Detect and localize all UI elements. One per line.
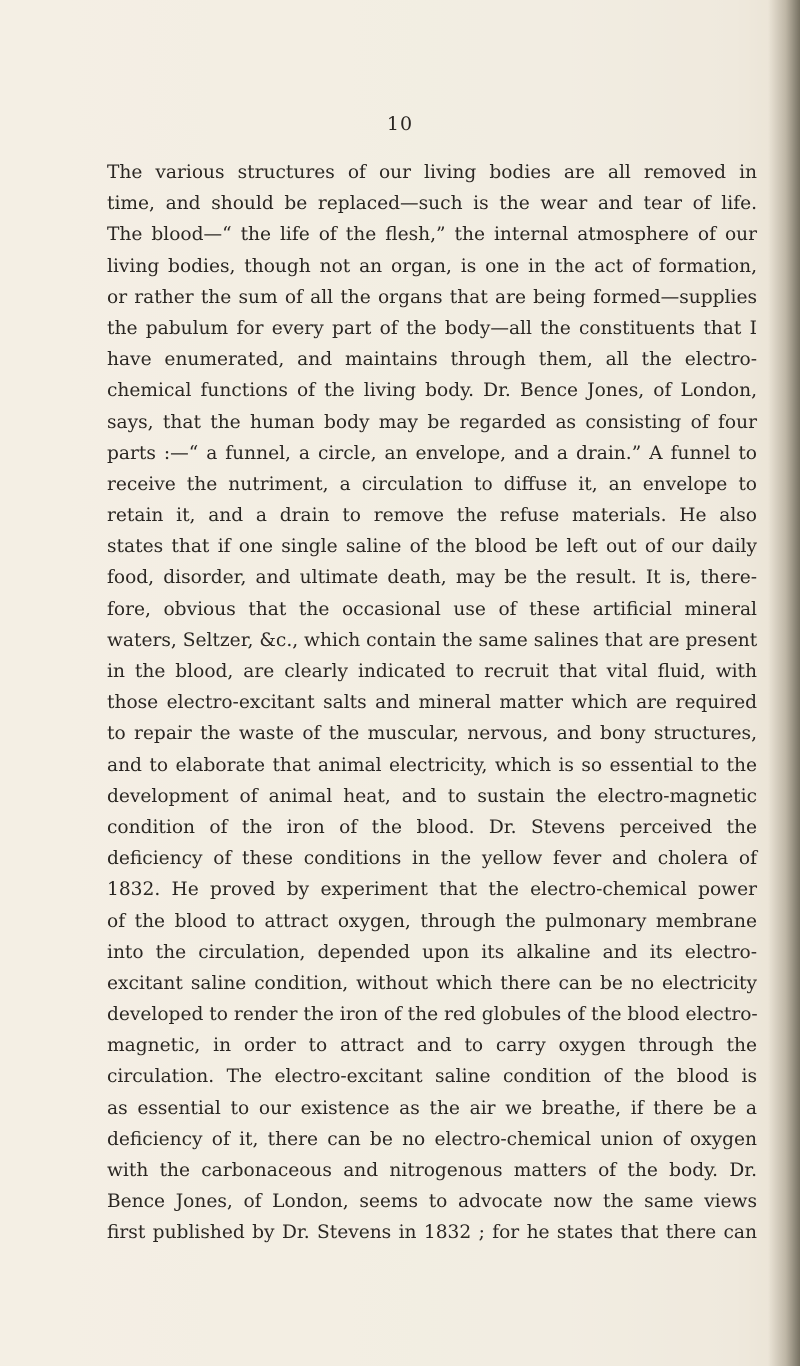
text-line: fore, obvious that the occasional use of these artificial mineral	[107, 598, 757, 620]
text-line: the pabulum for every part of the body—all the constituents that I	[107, 317, 757, 339]
text-line: parts :—“ a funnel, a circle, an envelope, and a drain.” A funnel to	[107, 442, 757, 464]
text-line: circulation. The electro-excitant saline condition of the blood is	[107, 1066, 757, 1088]
text-line: with the carbonaceous and nitrogenous matters of the body. Dr.	[107, 1160, 757, 1181]
text-line: waters, Seltzer, &c., which contain the same salines that are present	[107, 629, 758, 651]
text-line: states that if one single saline of the blood be left out of our daily	[107, 536, 757, 558]
text-line: deficiency of these conditions in the yellow fever and cholera of	[107, 848, 757, 870]
text-line: deficiency of it, there can be no electro-chemical union of oxygen	[107, 1128, 757, 1150]
text-line: have enumerated, and maintains through them, all the electro-	[107, 349, 757, 371]
page-number: 10	[386, 113, 414, 135]
text-line: chemical functions of the living body. Dr. Bence Jones, of London,	[107, 380, 757, 402]
text-line: The various structures of our living bodies are all removed in	[107, 162, 757, 183]
text-line: food, disorder, and ultimate death, may be the result. It is, there-	[107, 567, 757, 589]
text-line: time, and should be replaced—such is the wear and tear of life.	[107, 193, 757, 215]
text-line: says, that the human body may be regarded as consisting of four	[107, 411, 757, 433]
text-line: of the blood to attract oxygen, through the pulmonary membrane	[107, 910, 757, 932]
text-line: and to elaborate that animal electricity, which is so essential to the	[107, 754, 757, 776]
text-line: receive the nutriment, a circulation to diffuse it, an envelope to	[107, 473, 757, 495]
text-line: as essential to our existence as the air we breathe, if there be a	[107, 1097, 757, 1119]
page-edge-shadow	[768, 0, 800, 1366]
text-line: those electro-excitant salts and mineral matter which are required	[107, 692, 757, 714]
text-line: to repair the waste of the muscular, nervous, and bony structures,	[107, 723, 757, 745]
text-line: The blood—“ the life of the flesh,” the internal atmosphere of our	[107, 224, 757, 246]
text-line: developed to render the iron of the red globules of the blood electro-	[107, 1004, 758, 1026]
text-line: condition of the iron of the blood. Dr. Stevens perceived the	[107, 816, 757, 838]
text-line: or rather the sum of all the organs that are being formed—supplies	[107, 286, 757, 308]
text-line: excitant saline condition, without which there can be no electricity	[107, 972, 757, 994]
text-line: first published by Dr. Stevens in 1832 ; for he states that there can	[107, 1222, 757, 1244]
body-paragraph	[107, 157, 757, 1249]
text-line: development of animal heat, and to sustain the electro-magnetic	[107, 785, 757, 807]
text-line: into the circulation, depended upon its alkaline and its electro-	[107, 941, 757, 963]
text-line: 1832. He proved by experiment that the electro-chemical power	[107, 879, 757, 901]
text-line: in the blood, are clearly indicated to recruit that vital fluid, with	[107, 661, 757, 682]
text-line: Bence Jones, of London, seems to advocate now the same views	[107, 1191, 757, 1213]
text-line: retain it, and a drain to remove the refuse materials. He also	[107, 505, 757, 527]
text-line: magnetic, in order to attract and to carry oxygen through the	[107, 1035, 757, 1057]
text-line: living bodies, though not an organ, is one in the act of formation,	[107, 255, 757, 277]
